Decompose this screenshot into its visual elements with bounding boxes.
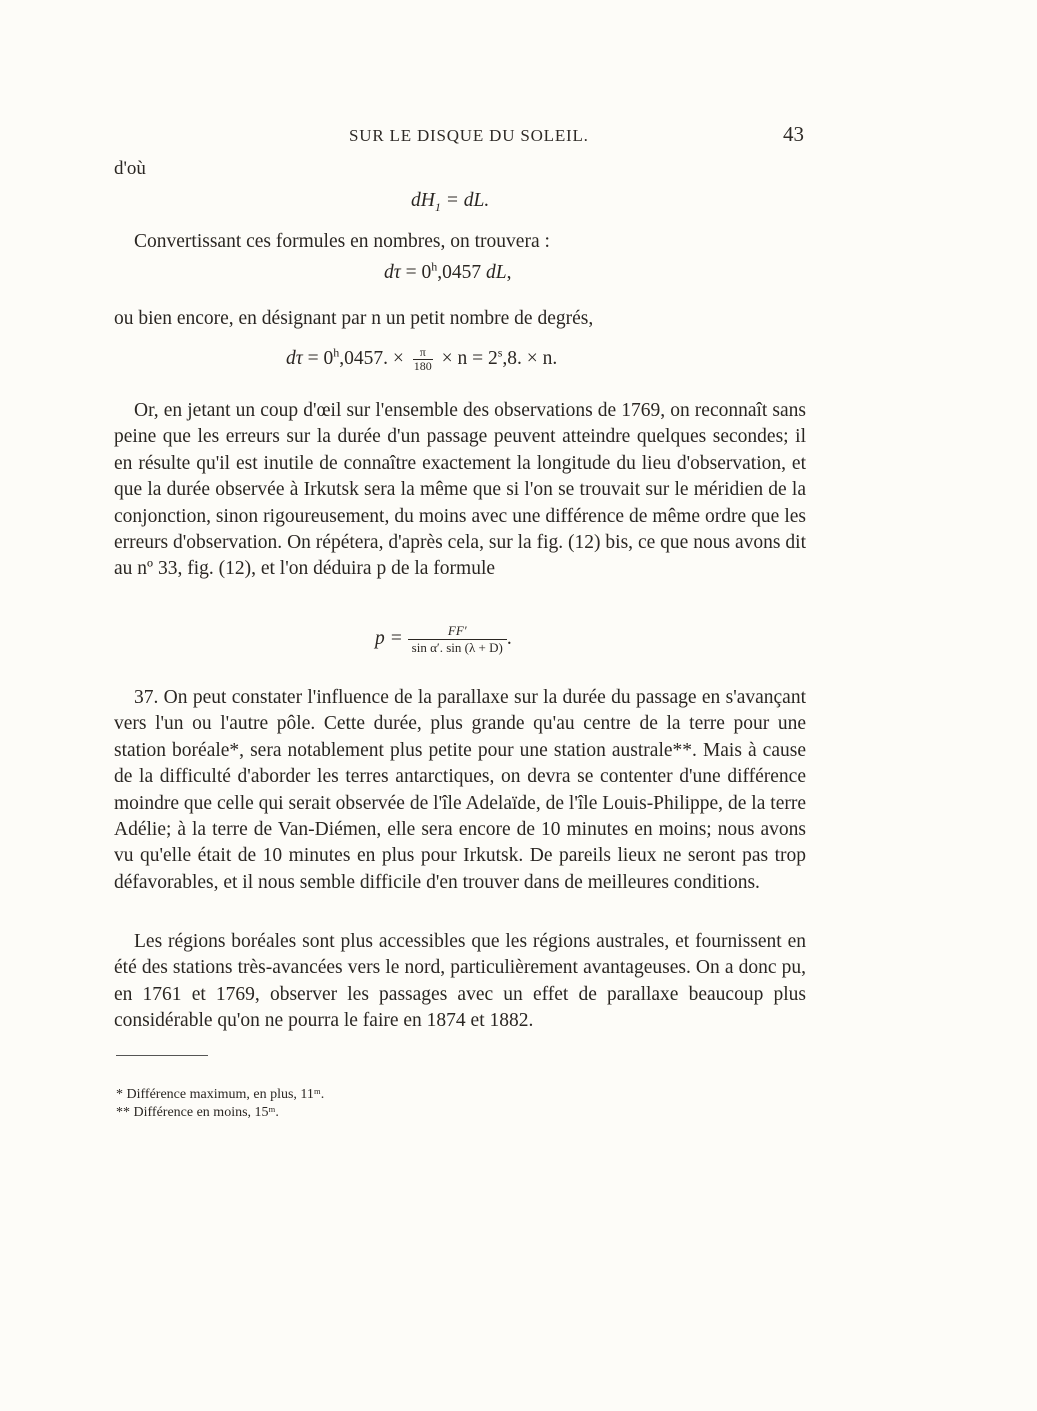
formula3-val2: ,8. × n. <box>502 347 558 369</box>
formula4-tail: . <box>506 627 512 649</box>
paragraph-regions <box>114 929 806 1035</box>
formula-p <box>375 623 512 656</box>
paragraph-convert-text: Convertissant ces formules en nombres, on trouvera : <box>134 231 550 252</box>
paragraph-37 <box>114 685 806 896</box>
lead-dou: d'où <box>114 158 146 179</box>
formula1-lhs-sub: 1 <box>434 199 441 214</box>
footnotes <box>116 1086 324 1122</box>
footnote-1: * Différence maximum, en plus, 11ᵐ. <box>116 1087 325 1102</box>
fraction-denominator: 180 <box>413 359 432 373</box>
formula-dtau <box>384 259 512 284</box>
paragraph-regions-text: Les régions boréales sont plus accessibles que les régions australes, et fournissent en été des stations très-avancées vers le nord, particulièrement avantageuses. On a donc pu, en 1761 et 1769, observer les passages avec un effet de parallaxe beaucoup plus considérable qu'on ne pourra le faire en 1874 et 1882. <box>114 931 806 1032</box>
paragraph-convert <box>114 229 806 255</box>
running-head: SUR LE DISQUE DU SOLEIL. <box>349 126 589 145</box>
formula3-sup2: s <box>497 345 503 360</box>
formula1-rhs: = dL. <box>445 190 490 211</box>
formula3-sup1: h <box>333 345 340 360</box>
formula4-lhs: p = <box>375 627 403 649</box>
formula3-val1: ,0457. × <box>339 347 404 369</box>
page-header <box>0 122 1037 150</box>
formula2-var: dL <box>485 262 507 283</box>
paragraph-37-text: 37. On peut constater l'influence de la parallaxe sur la durée du passage en s'avançant vers l'un ou l'autre pôle. Cette durée, plus grande qu'au centre de la terre pour une station boréale*, sera notablement plus petite pour une station australe**. Mais à cause de la difficulté d'aborder les terres antarctiques, on devra se contenter d'une différence moindre que celle qui serait observée de l'île Adelaïde, de l'île Louis-Philippe, de la terre Adélie; à la terre de Van-Diémen, elle sera encore de 10 minutes en moins; nous avons vu qu'elle était de 10 minutes en plus pour Irkutsk. De pareils lieux ne seront pas trop défavorables, et il nous semble difficile d'en trouver dans de meilleures conditions. <box>114 687 806 893</box>
formula1-lhs: dH <box>411 190 435 211</box>
paragraph-or-text: Or, en jetant un coup d'œil sur l'ensemble des observations de 1769, on reconnaît sans peine que les erreurs sur la durée d'un passage peuvent atteindre quelques secondes; il en résulte qu'il est inutile de connaître exactement la longitude du lieu d'observation, et que la durée observée à Irkutsk sera la même que si l'on se trouvait sur le méridien de la conjonction, sinon rigoureusement, du moins avec une différence de même ordre que les erreurs d'observation. On répétera, d'après cela, sur la fig. (12) bis, ce que nous avons dit au nº 33, fig. (12), et l'on déduira p de la formule <box>114 400 806 580</box>
fraction-p-numerator: FF′ <box>408 623 507 640</box>
fraction-pi-180 <box>413 346 433 373</box>
formula3-eq: = 0 <box>307 347 334 369</box>
fraction-p-denominator: sin α′. sin (λ + D) <box>411 640 503 655</box>
fraction-p <box>408 623 507 656</box>
paragraph-ou-text: ou bien encore, en désignant par n un petit nombre de degrés, <box>114 308 594 329</box>
formula3-lhs: dτ <box>286 347 303 369</box>
page-number: 43 <box>783 122 804 146</box>
footnote-2: ** Différence en moins, 15ᵐ. <box>116 1105 279 1120</box>
formula2-eq: = 0 <box>405 262 432 283</box>
paragraph-ou <box>114 306 806 332</box>
formula-dh-dl <box>411 190 489 212</box>
formula2-val: ,0457 <box>437 262 482 283</box>
fraction-numerator: π <box>413 346 433 360</box>
formula2-sup: h <box>431 259 438 274</box>
footnote-rule <box>116 1055 208 1056</box>
paragraph-or <box>114 398 806 583</box>
formula2-tail: , <box>506 262 512 283</box>
formula-dtau-degrees <box>286 346 557 373</box>
formula2-lhs: dτ <box>384 262 401 283</box>
formula3-mid: × n = 2 <box>441 347 498 369</box>
